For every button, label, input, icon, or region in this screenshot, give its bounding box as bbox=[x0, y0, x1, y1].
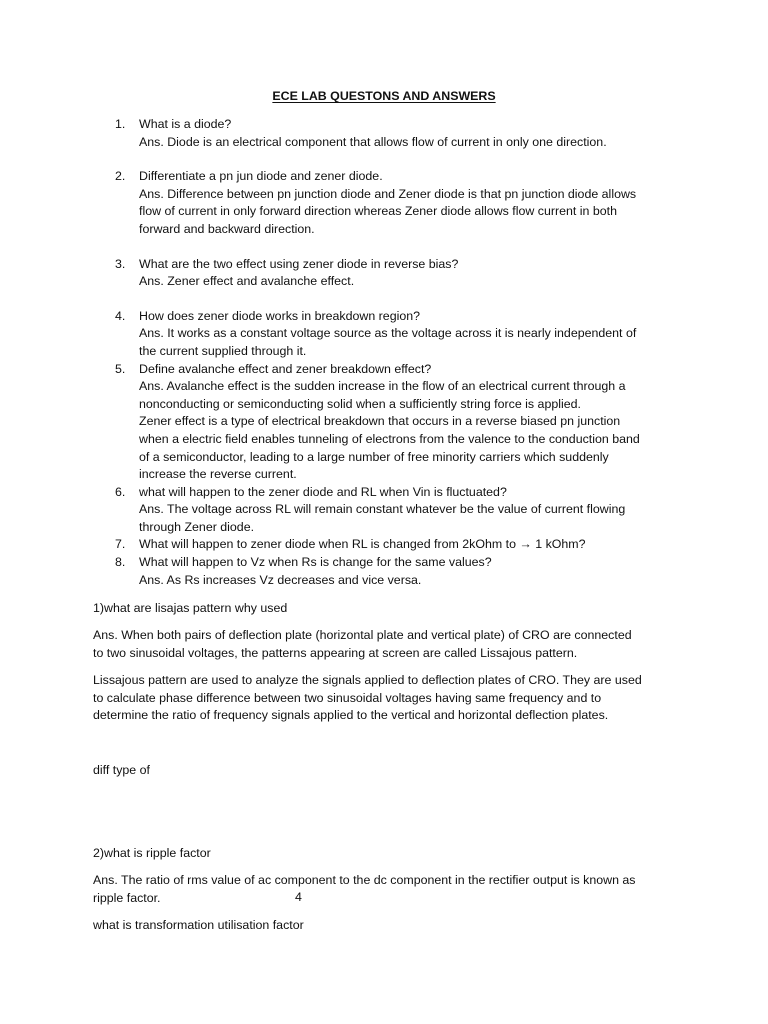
question-item-3 bbox=[115, 256, 685, 291]
tuf-question bbox=[93, 917, 693, 935]
question-list bbox=[115, 116, 685, 589]
answer-line: through Zener diode. bbox=[139, 519, 255, 534]
answer-line: Ans. As Rs increases Vz decreases and vice versa. bbox=[139, 572, 422, 587]
question-text: Define avalanche effect and zener breakdown effect? bbox=[139, 361, 432, 376]
answer-line: to two sinusoidal voltages, the patterns appearing at screen are called Lissajous pattern. bbox=[93, 645, 578, 660]
answer-line: Ans. Difference between pn junction diode and Zener diode is that pn junction diode allows bbox=[139, 186, 637, 201]
note-text: diff type of bbox=[93, 763, 150, 777]
question-text: 2)what is ripple factor bbox=[93, 846, 211, 860]
question-number: 8. bbox=[115, 555, 126, 570]
answer-line: Zener effect is a type of electrical breakdown that occurs in a reverse biased pn junction bbox=[139, 414, 621, 429]
answer-line: increase the reverse current. bbox=[139, 467, 297, 482]
answer-line: flow of current in only forward direction whereas Zener diode allows flow current in both bbox=[139, 204, 617, 219]
answer-line: determine the ratio of frequency signals applied to the vertical and horizontal deflection plates. bbox=[93, 708, 609, 723]
question-text: What will happen to zener diode when RL is changed from 2kOhm to → 1 kOhm? bbox=[139, 537, 586, 552]
question-text: what is transformation utilisation factor bbox=[93, 918, 304, 932]
lisajas-usage bbox=[93, 672, 693, 725]
question-text: What is a diode? bbox=[139, 117, 232, 131]
question-item-6 bbox=[115, 484, 685, 537]
question-text: How does zener diode works in breakdown region? bbox=[139, 308, 421, 323]
answer-line: Ans. Avalanche effect is the sudden increase in the flow of an electrical current through a bbox=[139, 379, 626, 394]
lisajas-answer bbox=[93, 627, 693, 662]
answer-line: Lissajous pattern are used to analyze the signals applied to deflection plates of CRO. They are used bbox=[93, 673, 642, 687]
answer-line: ripple factor. bbox=[93, 890, 161, 905]
answer-line: forward and backward direction. bbox=[139, 221, 315, 236]
question-number: 5. bbox=[115, 361, 126, 376]
answer-line: Ans. Zener effect and avalanche effect. bbox=[139, 274, 355, 289]
question-number: 4. bbox=[115, 308, 126, 323]
page-number: 4 bbox=[295, 890, 302, 904]
document-title: ECE LAB QUESTONS AND ANSWERS bbox=[272, 89, 496, 103]
question-item-1 bbox=[115, 116, 685, 151]
answer-line: nonconducting or semiconducting solid when a sufficiently string force is applied. bbox=[139, 396, 581, 411]
answer-line: Ans. When both pairs of deflection plate (horizontal plate and vertical plate) of CRO are connected bbox=[93, 628, 632, 642]
answer-line: Ans. The voltage across RL will remain constant whatever be the value of current flowing bbox=[139, 502, 626, 517]
answer-line: Ans. Diode is an electrical component that allows flow of current in only one direction. bbox=[139, 134, 607, 149]
question-number: 6. bbox=[115, 484, 126, 499]
question-number: 2. bbox=[115, 169, 126, 184]
question-item-2 bbox=[115, 168, 685, 238]
answer-line: the current supplied through it. bbox=[139, 343, 307, 358]
question-item-5 bbox=[115, 361, 685, 484]
ripple-answer bbox=[93, 872, 693, 907]
question-text: 1)what are lisajas pattern why used bbox=[93, 601, 288, 615]
question-text: What are the two effect using zener diode in reverse bias? bbox=[139, 256, 459, 271]
question-item-4 bbox=[115, 308, 685, 361]
answer-line: of a semiconductor, leading to a large number of free minority carriers which suddenly bbox=[139, 449, 609, 464]
question-number: 7. bbox=[115, 537, 126, 552]
answer-line: to calculate phase difference between two sinusoidal voltages having same frequency and to bbox=[93, 690, 602, 705]
question-number: 1. bbox=[115, 117, 126, 131]
question-number: 3. bbox=[115, 256, 126, 271]
question-text: What will happen to Vz when Rs is change for the same values? bbox=[139, 555, 492, 570]
question-item-8 bbox=[115, 554, 685, 589]
lisajas-question bbox=[93, 600, 693, 618]
answer-line: Ans. The ratio of rms value of ac component to the dc component in the rectifier output is known as bbox=[93, 873, 636, 887]
answer-line: when a electric field enables tunneling of electrons from the valence to the conduction band bbox=[139, 431, 640, 446]
question-item-7 bbox=[115, 536, 685, 554]
question-text: what will happen to the zener diode and RL when Vin is fluctuated? bbox=[139, 484, 507, 499]
ripple-question bbox=[93, 845, 693, 863]
answer-line: Ans. It works as a constant voltage source as the voltage across it is nearly independent of bbox=[139, 326, 637, 341]
question-text: Differentiate a pn jun diode and zener diode. bbox=[139, 169, 383, 184]
diff-type-note bbox=[93, 762, 693, 780]
